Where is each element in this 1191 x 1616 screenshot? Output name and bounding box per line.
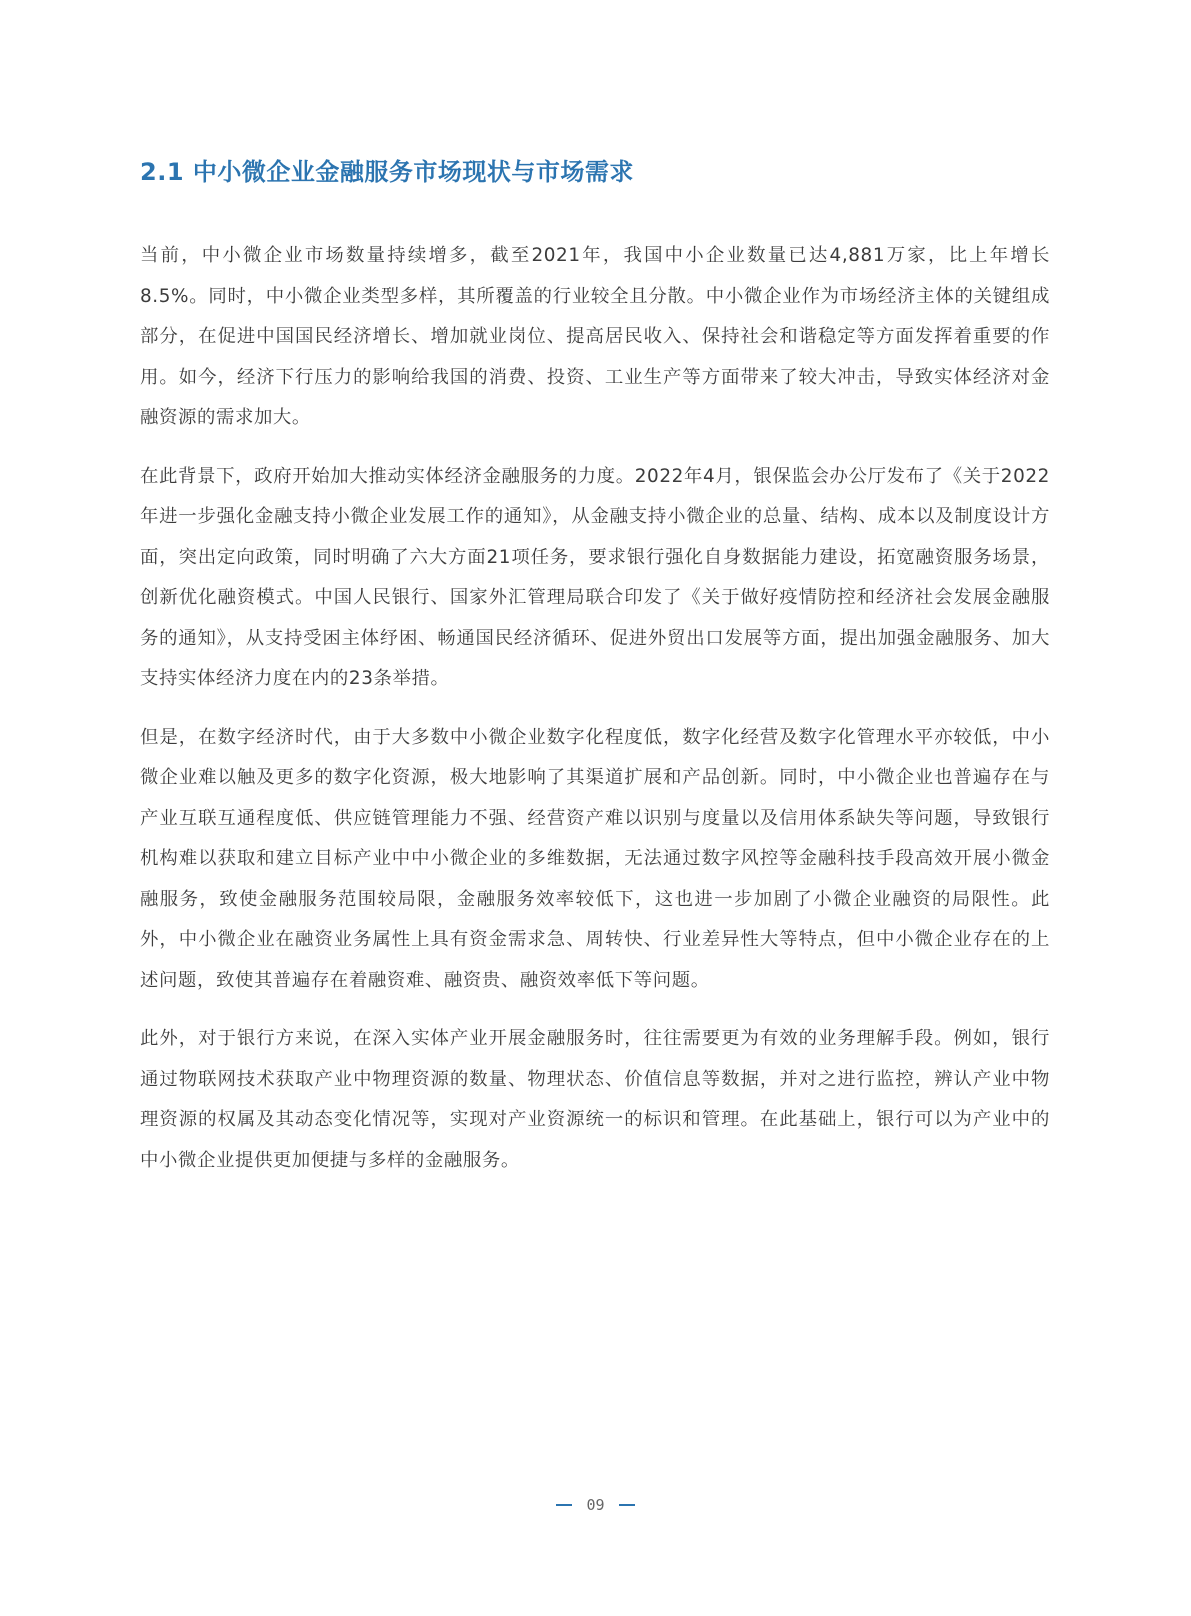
paragraph-4: 此外，对于银行方来说，在深入实体产业开展金融服务时，往往需要更为有效的业务理解手段。例如，银行通过物联网技术获取产业中物理资源的数量、物理状态、价值信息等数据，并对之进行监控，辨认产业中物理资源的权属及其动态变化情况等，实现对产业资源统一的标识和管理。在此基础上，银行可以为产业中的中小微企业提供更加便捷与多样的金融服务。 [140, 1028, 1050, 1171]
body-text [140, 236, 1050, 1199]
footer-dash-left [556, 1504, 572, 1506]
footer-dash-right [619, 1504, 635, 1506]
paragraph-3: 但是，在数字经济时代，由于大多数中小微企业数字化程度低，数字化经营及数字化管理水平亦较低，中小微企业难以触及更多的数字化资源，极大地影响了其渠道扩展和产品创新。同时，中小微企业也普遍存在与产业互联互通程度低、供应链管理能力不强、经营资产难以识别与度量以及信用体系缺失等问题，导致银行机构难以获取和建立目标产业中中小微企业的多维数据，无法通过数字风控等金融科技手段高效开展小微金融服务，致使金融服务范围较局限，金融服务效率较低下，这也进一步加剧了小微企业融资的局限性。此外，中小微企业在融资业务属性上具有资金需求急、周转快、行业差异性大等特点，但中小微企业存在的上述问题，致使其普遍存在着融资难、融资贵、融资效率低下等问题。 [140, 726, 1050, 991]
paragraph-2: 在此背景下，政府开始加大推动实体经济金融服务的力度。2022年4月，银保监会办公厅发布了《关于2022年进一步强化金融支持小微企业发展工作的通知》，从金融支持小微企业的总量、结构、成本以及制度设计方面，突出定向政策，同时明确了六大方面21项任务，要求银行强化自身数据能力建设，拓宽融资服务场景，创新优化融资模式。中国人民银行、国家外汇管理局联合印发了《关于做好疫情防控和经济社会发展金融服务的通知》，从支持受困主体纾困、畅通国民经济循环、促进外贸出口发展等方面，提出加强金融服务、加大支持实体经济力度在内的23条举措。 [140, 465, 1050, 689]
page-footer [0, 1494, 1191, 1515]
page-number: 09 [586, 1495, 605, 1514]
section-title: 2.1 中小微企业金融服务市场现状与市场需求 [140, 158, 634, 186]
paragraph-1: 当前，中小微企业市场数量持续增多，截至2021年，我国中小企业数量已达4,881万家，比上年增长8.5%。同时，中小微企业类型多样，其所覆盖的行业较全且分散。中小微企业作为市场经济主体的关键组成部分，在促进中国国民经济增长、增加就业岗位、提高居民收入、保持社会和谐稳定等方面发挥着重要的作用。如今，经济下行压力的影响给我国的消费、投资、工业生产等方面带来了较大冲击，导致实体经济对金融资源的需求加大。 [140, 245, 1050, 428]
